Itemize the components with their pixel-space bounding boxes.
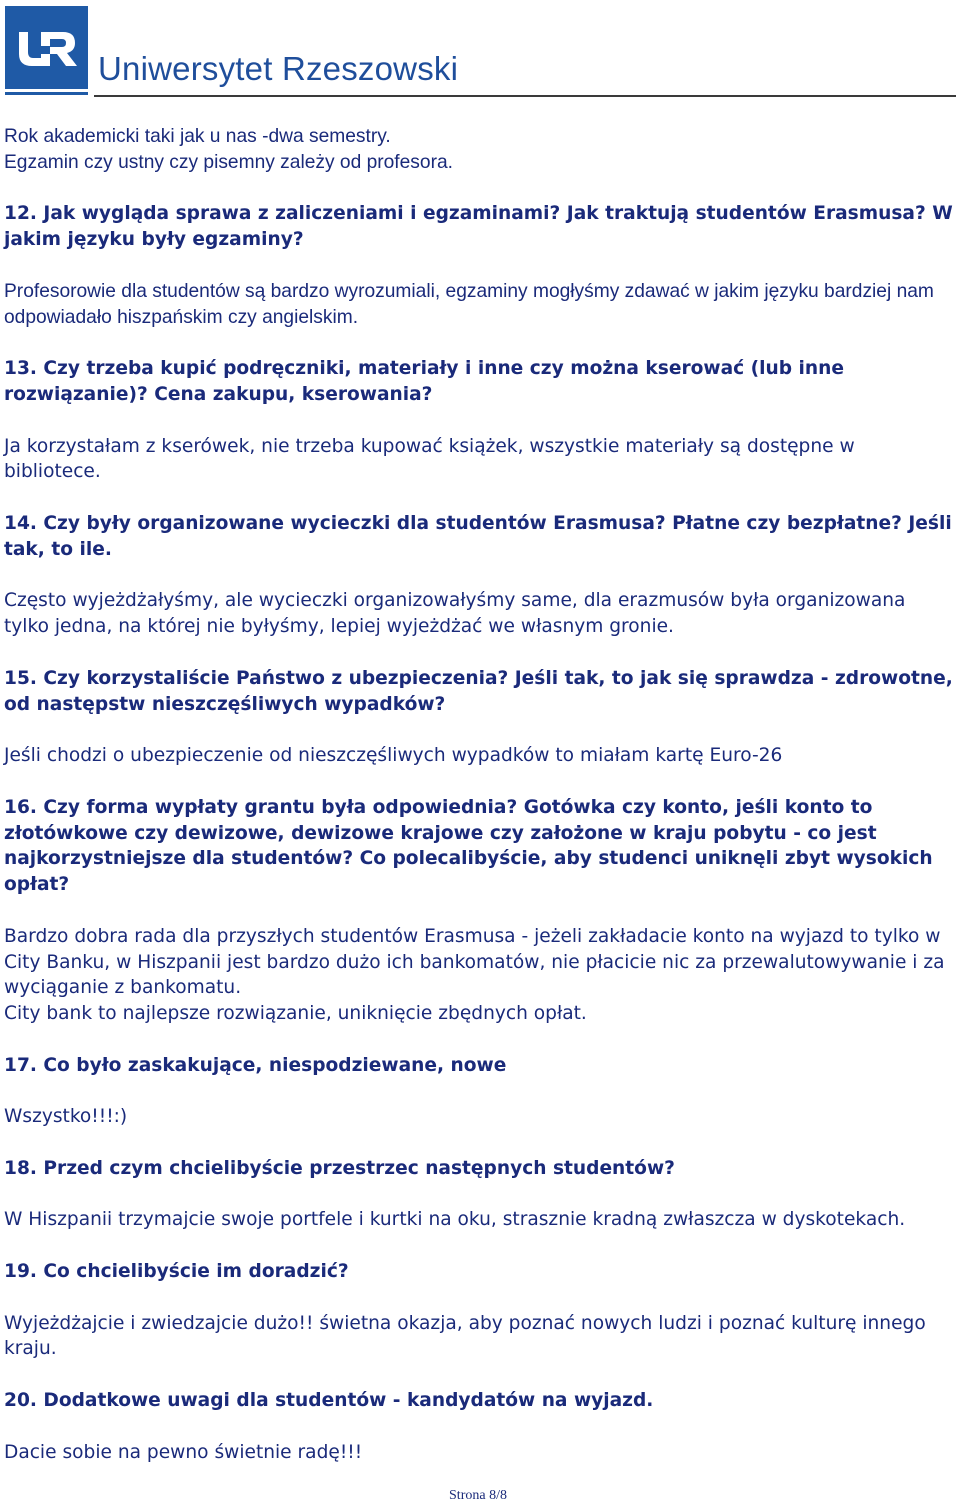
answer-14: Często wyjeżdżałyśmy, ale wycieczki organizowałyśmy same, dla erazmusów była organizowana tylko jedna, na której nie byłyśmy, lepiej wyjeżdżać we własnym gronie. <box>4 590 906 638</box>
answer-12: Profesorowie dla studentów są bardzo wyrozumiali, egzaminy mogłyśmy zdawać w jakim języku bardziej nam odpowiadało hiszpańskim czy angielskim. <box>4 280 934 328</box>
university-name: Uniwersytet Rzeszowski <box>98 50 459 87</box>
answer-18: W Hiszpanii trzymajcie swoje portfele i kurtki na oku, strasznie kradną zwłaszcza w dyskotekach. <box>4 1209 906 1231</box>
answer-15: Jeśli chodzi o ubezpieczenie od nieszczęśliwych wypadków to miałam kartę Euro-26 <box>4 745 783 767</box>
question-12: 12. Jak wygląda sprawa z zaliczeniami i egzaminami? Jak traktują studentów Erasmusa? W jakim języku były egzaminy? <box>4 203 953 251</box>
page-footer <box>0 1488 960 1504</box>
header-divider <box>94 95 956 97</box>
question-16: 16. Czy forma wypłaty grantu była odpowiednia? Gotówka czy konto, jeśli konto to złotówkowe czy dewizowe, dewizowe krajowe czy założone w kraju pobytu - co jest najkorzystniejsze dla studentów? Co polecalibyście, aby studenci uniknęli zbyt wysokich opłat? <box>4 796 933 896</box>
page-number: Strona 8/8 <box>449 1488 507 1503</box>
question-13: 13. Czy trzeba kupić podręczniki, materiały i inne czy można kserować (lub inne rozwiązanie)? Cena zakupu, kserowania? <box>4 358 844 405</box>
answer-17: Wszystko!!!:) <box>4 1106 128 1128</box>
answer-line: Rok akademicki taki jak u nas -dwa semestry. <box>4 126 391 147</box>
answer-line: Egzamin czy ustny czy pisemny zależy od profesora. <box>4 151 453 173</box>
answer-16-line-2: City bank to najlepsze rozwiązanie, uniknięcie zbędnych opłat. <box>4 1003 587 1025</box>
document-body <box>4 124 956 1465</box>
question-17: 17. Co było zaskakujące, niespodziewane, nowe <box>4 1054 507 1076</box>
question-18: 18. Przed czym chcielibyście przestrzec następnych studentów? <box>4 1157 675 1179</box>
answer-13: Ja korzystałam z kserówek, nie trzeba kupować książek, wszystkie materiały są dostępne w bibliotece. <box>4 435 855 483</box>
page-header <box>0 0 960 100</box>
question-15: 15. Czy korzystaliście Państwo z ubezpieczenia? Jeśli tak, to jak się sprawdza - zdrowotne, od następstw nieszczęśliwych wypadków? <box>4 667 953 715</box>
question-14: 14. Czy były organizowane wycieczki dla studentów Erasmusa? Płatne czy bezpłatne? Jeśli tak, to ile. <box>4 512 952 560</box>
logo-underline <box>5 92 88 95</box>
answer-16: Bardzo dobra rada dla przyszłych studentów Erasmusa - jeżeli zakładacie konto na wyjazd to tylko w City Banku, w Hiszpanii jest bardzo dużo ich bankomatów, nie płacicie nic za przewalutowywanie i za wyciąganie z bankomatu. <box>4 925 945 999</box>
question-20: 20. Dodatkowe uwagi dla studentów - kandydatów na wyjazd. <box>4 1390 654 1412</box>
answer-20: Dacie sobie na pewno świetnie radę!!! <box>4 1441 363 1463</box>
answer-19: Wyjeżdżajcie i zwiedzajcie dużo!! świetna okazja, aby poznać nowych ludzi i poznać kulturę innego kraju. <box>4 1312 926 1360</box>
ur-logo-icon <box>5 6 88 89</box>
question-19: 19. Co chcielibyście im doradzić? <box>4 1261 349 1283</box>
